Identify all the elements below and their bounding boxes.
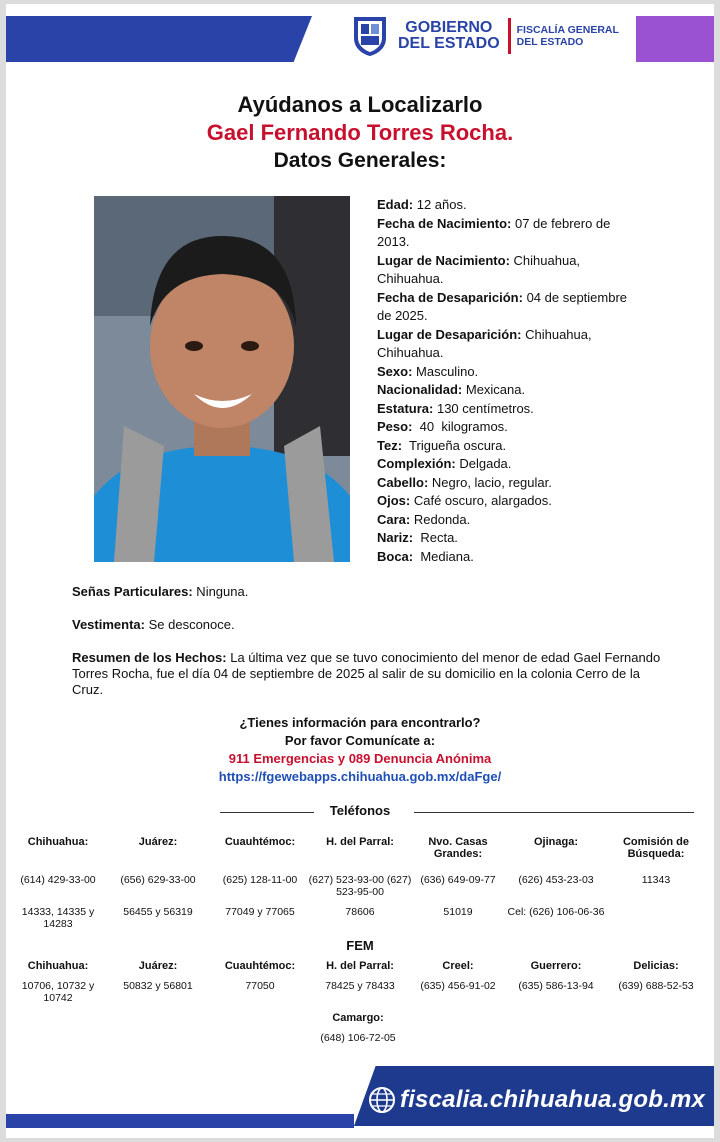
detail-sex: Sexo: Masculino. — [377, 363, 479, 379]
fem-phone-4: (635) 456-91-02 — [420, 980, 496, 992]
telefonos-ext-0: 14333, 14335 y 14283 — [21, 906, 95, 930]
fiscalia-text — [517, 24, 619, 48]
detail-birth-place: Lugar de Nacimiento: Chihuahua, Chihuahua. — [377, 252, 581, 286]
general-details — [377, 196, 637, 566]
telefonos-title: Teléfonos — [329, 803, 391, 818]
telefonos-header-3: H. del Parral: — [326, 836, 394, 848]
telefonos-phone-2: (625) 128-11-00 — [222, 874, 298, 886]
telefonos-phone-5: (626) 453-23-03 — [518, 874, 594, 886]
person-name: Gael Fernando Torres Rocha. — [206, 120, 514, 145]
telefonos-phone-1: (656) 629-33-00 — [120, 874, 196, 886]
fem-phone-6: (639) 688-52-53 — [618, 980, 694, 992]
detail-height: Estatura: 130 centímetros. — [377, 400, 534, 416]
telefonos-phone-6: 11343 — [641, 874, 671, 886]
fisc-line-2: DEL ESTADO — [516, 36, 584, 48]
fem-header-3: H. del Parral: — [326, 960, 394, 972]
telefonos-phone-0: (614) 429-33-00 — [20, 874, 96, 886]
section-title: Datos Generales: — [273, 149, 447, 172]
detail-disappearance-date: Fecha de Desaparición: 04 de septiembre de 2025. — [377, 289, 628, 323]
telefonos-ext-2: 77049 y 77065 — [225, 906, 295, 918]
person-photo — [94, 196, 350, 562]
logo-divider — [508, 18, 511, 54]
telefonos-ext-3: 78606 — [345, 906, 375, 918]
header-blue-bar — [6, 16, 312, 62]
gobierno-text — [398, 20, 500, 52]
fem-phone-3: 78425 y 78433 — [325, 980, 395, 992]
fem-phone-0: 10706, 10732 y 10742 — [21, 980, 95, 1004]
telefonos-ext-4: 51019 — [443, 906, 473, 918]
fem-header-5: Guerrero: — [530, 960, 582, 972]
detail-weight: Peso: 40 kilogramos. — [377, 419, 508, 434]
info-please: Por favor Comunícate a: — [284, 733, 436, 748]
telefonos-phone-4: (636) 649-09-77 — [420, 874, 496, 886]
poster-title: Ayúdanos a Localizarlo — [237, 92, 483, 117]
detail-build: Complexión: Delgada. — [377, 456, 512, 471]
header-purple-bar — [636, 16, 714, 62]
detail-birth-date: Fecha de Nacimiento: 07 de febrero de 2013. — [377, 215, 611, 249]
detail-disappearance-place: Lugar de Desaparición: Chihuahua, Chihuahua. — [377, 326, 592, 360]
report-url-link[interactable]: https://fgewebapps.chihuahua.gob.mx/daFge/ — [218, 769, 502, 784]
detail-mouth: Boca: Mediana. — [377, 548, 474, 564]
fem-header-4: Creel: — [442, 960, 474, 972]
telefonos-header-2: Cuauhtémoc: — [224, 836, 296, 848]
fisc-line-1: FISCALÍA GENERAL — [516, 24, 619, 36]
fem-phone-2: 77050 — [245, 980, 275, 992]
facts-summary: Resumen de los Hechos: La última vez que se tuvo conocimiento del menor de edad Gael Fernando Torres Rocha, fue el día 04 de septiembre de 2025 al salir de su domicilio en la colonia Cerro de la Cruz. — [72, 650, 661, 697]
government-logo — [350, 14, 619, 58]
info-question: ¿Tienes información para encontrarlo? — [239, 715, 481, 730]
footer-website-link[interactable]: fiscalia.chihuahua.gob.mx — [400, 1086, 706, 1113]
detail-face: Cara: Redonda. — [377, 511, 471, 527]
detail-age: Edad: 12 años. — [377, 197, 467, 212]
emergency-numbers: 911 Emergencias y 089 Denuncia Anónima — [228, 751, 492, 766]
detail-eyes: Ojos: Café oscuro, alargados. — [377, 493, 552, 508]
fem-header-1: Juárez: — [138, 960, 178, 972]
telefonos-ext-5: Cel: (626) 106-06-36 — [507, 906, 605, 918]
telefonos-rule-right — [414, 812, 694, 813]
fem-phone-5: (635) 586-13-94 — [518, 980, 594, 992]
fem-header-6: Delicias: — [633, 960, 679, 972]
fem-phone-1: 50832 y 56801 — [123, 980, 193, 992]
telefonos-header-0: Chihuahua: — [27, 836, 89, 848]
fem-header-0: Chihuahua: — [27, 960, 89, 972]
detail-nationality: Nacionalidad: Mexicana. — [377, 382, 526, 397]
camargo-phone: (648) 106-72-05 — [320, 1032, 396, 1044]
telefonos-header-6: Comisión de Búsqueda: — [622, 836, 689, 860]
gob-line-1: GOBIERNO — [405, 19, 493, 36]
telefonos-header-5: Ojinaga: — [533, 836, 578, 848]
detail-complexion-tone: Tez: Trigueña oscura. — [377, 437, 507, 453]
telefonos-phone-3: (627) 523-93-00 (627) 523-95-00 — [308, 874, 412, 898]
camargo-label: Camargo: — [332, 1012, 384, 1024]
gob-line-2: DEL ESTADO — [398, 35, 500, 52]
fem-header-2: Cuauhtémoc: — [224, 960, 296, 972]
clothing: Vestimenta: Se desconoce. — [72, 617, 235, 632]
missing-person-poster — [6, 4, 714, 1138]
detail-hair: Cabello: Negro, lacio, regular. — [377, 474, 552, 490]
globe-icon — [368, 1086, 396, 1114]
detail-nose: Nariz: Recta. — [377, 530, 458, 545]
fem-title: FEM — [346, 938, 374, 953]
distinguishing-marks: Señas Particulares: Ninguna. — [72, 584, 249, 599]
state-shield-icon — [350, 14, 390, 58]
telefonos-ext-1: 56455 y 56319 — [123, 906, 193, 918]
footer-blue-bar — [6, 1114, 354, 1128]
telefonos-header-4: Nvo. Casas Grandes: — [428, 836, 488, 860]
telefonos-header-1: Juárez: — [138, 836, 178, 848]
